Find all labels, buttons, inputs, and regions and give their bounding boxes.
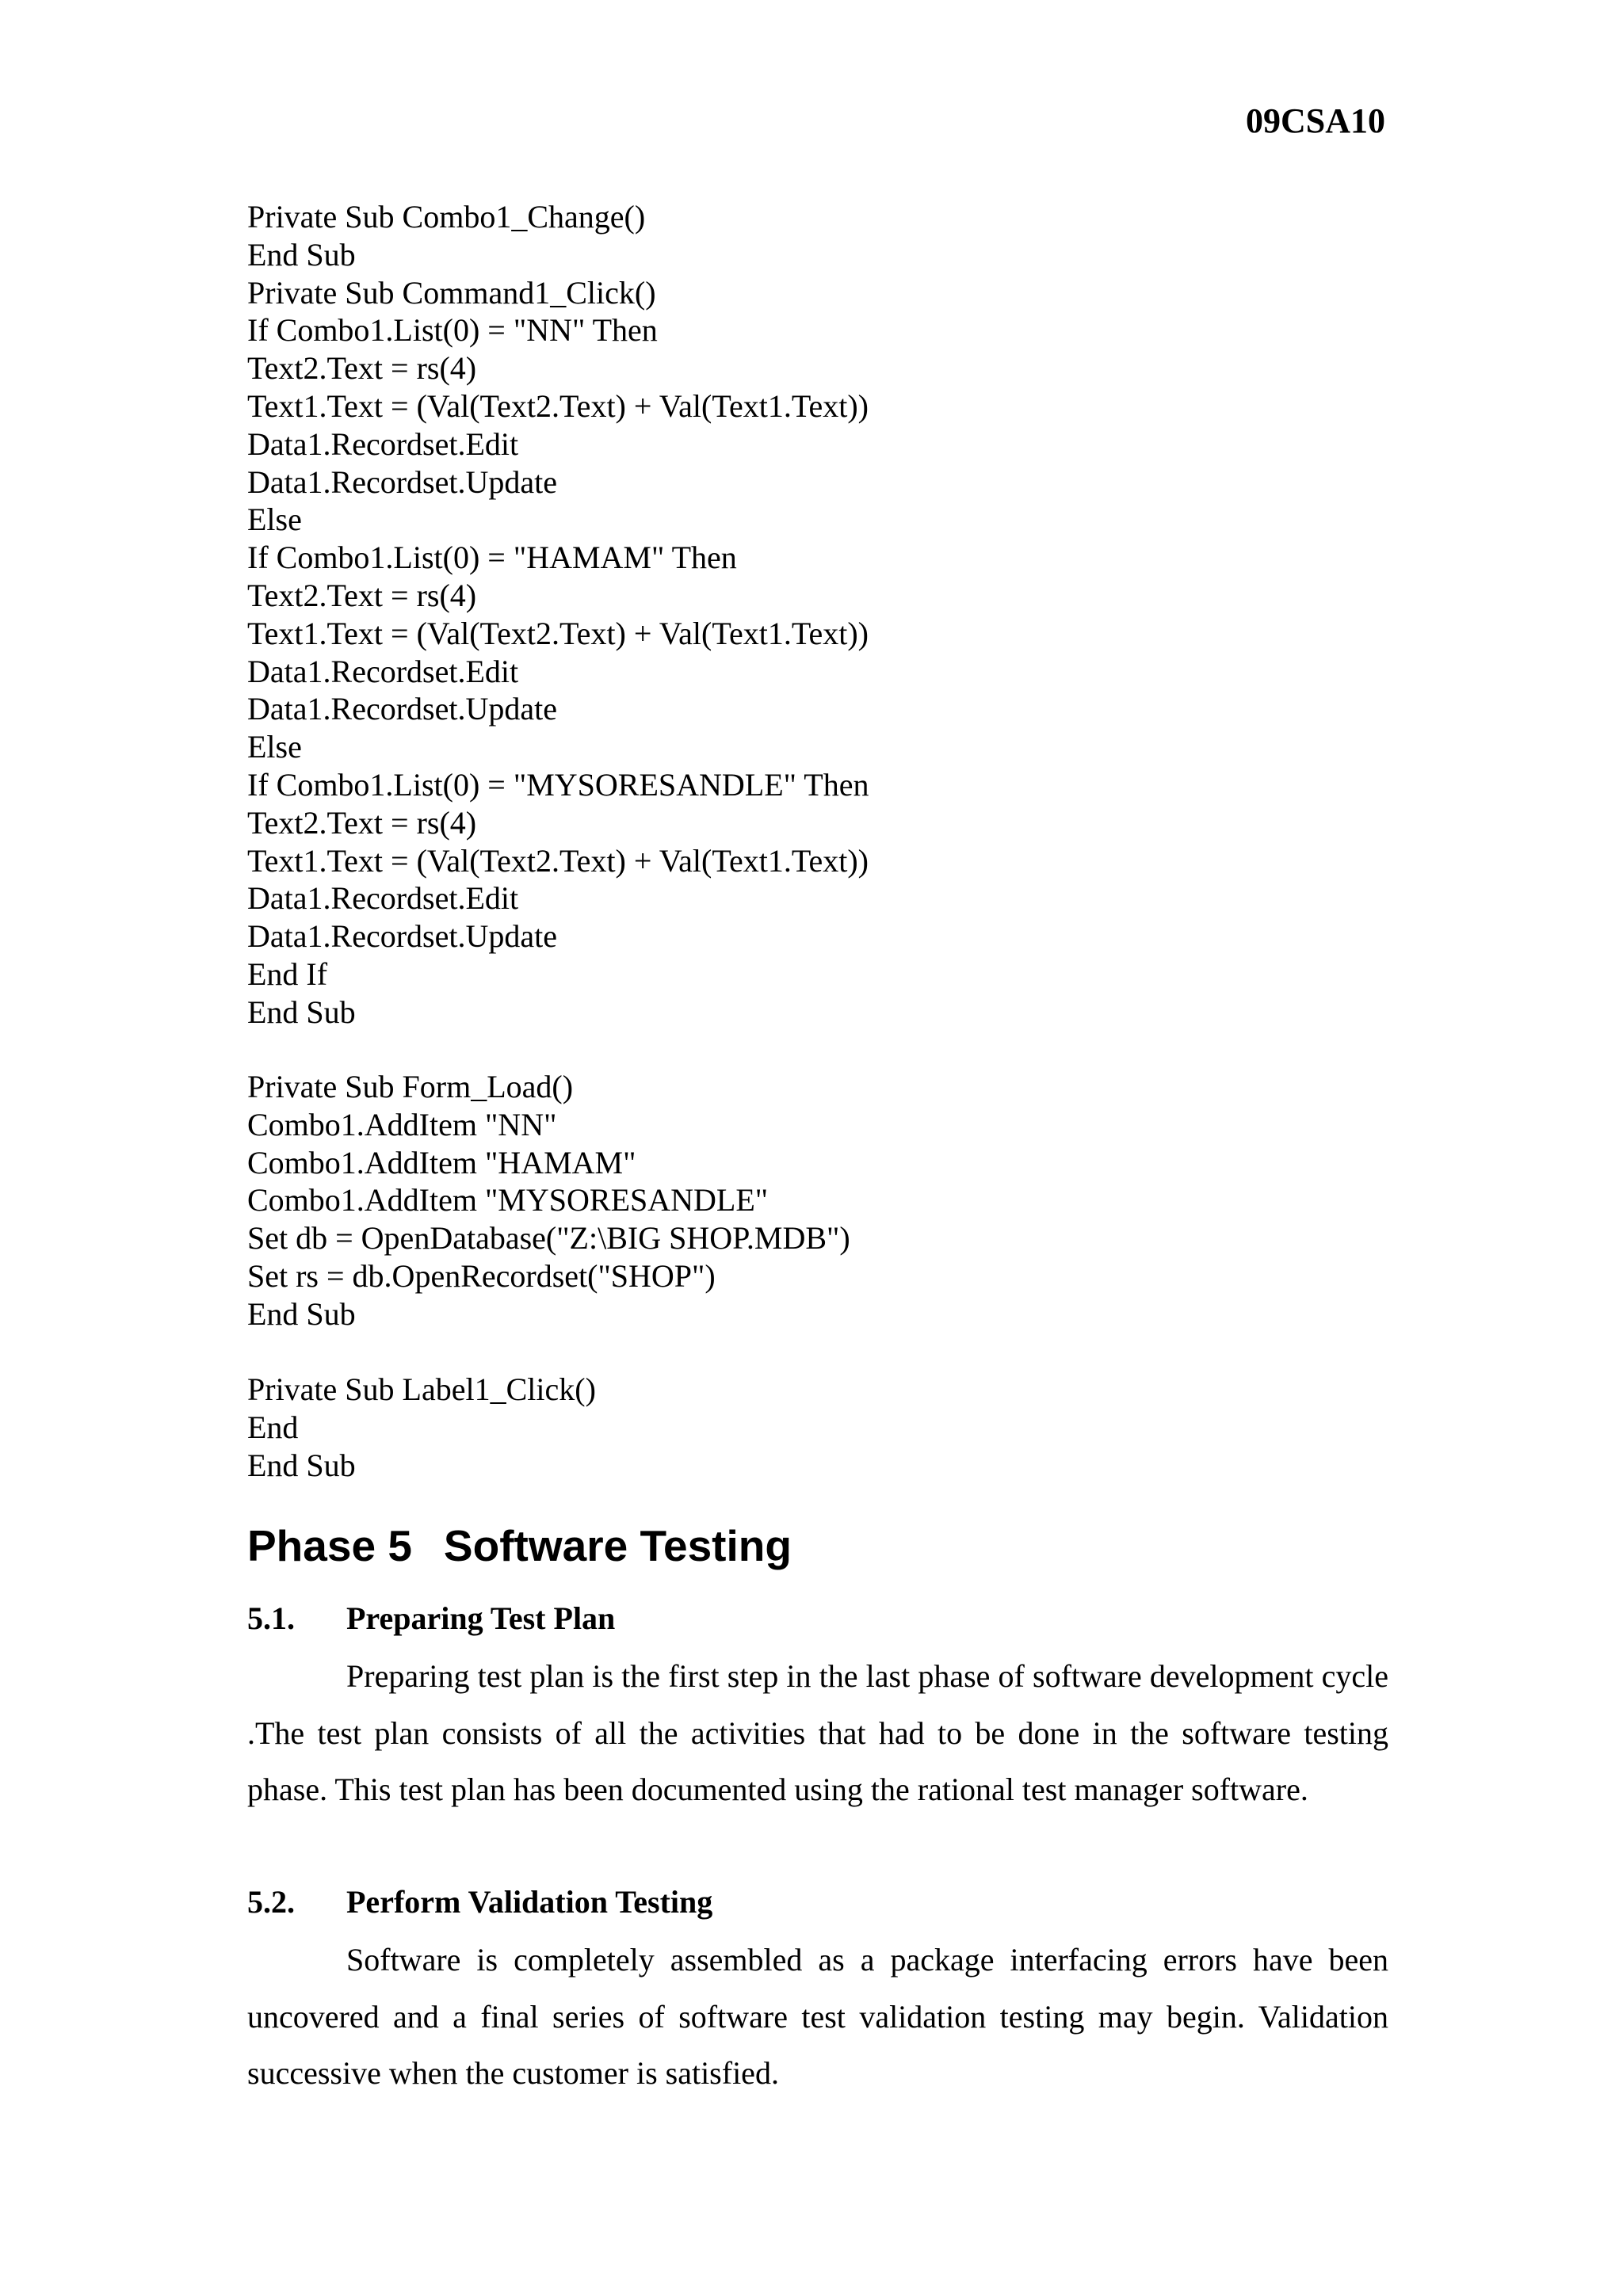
phase-heading [247, 1518, 792, 1573]
code-line: Set rs = db.OpenRecordset("SHOP") [247, 1257, 716, 1294]
document-code: 09CSA10 [1245, 101, 1385, 140]
phase-number: Phase 5 [247, 1521, 412, 1570]
section-number: 5.2. [247, 1884, 295, 1920]
code-line: Data1.Recordset.Edit [247, 880, 519, 917]
phase-title: Software Testing [443, 1521, 792, 1570]
code-line: End Sub [247, 994, 356, 1030]
code-line: Text2.Text = rs(4) [247, 350, 477, 387]
code-line: Text1.Text = (Val(Text2.Text) + Val(Text1.Text)) [247, 387, 869, 424]
code-line: Private Sub Form_Load() [247, 1069, 574, 1104]
code-line: Private Sub Combo1_Change() [247, 199, 646, 235]
code-block-label-click [247, 1371, 1388, 1484]
code-line: End Sub [247, 1447, 356, 1483]
section-title: Perform Validation Testing [346, 1884, 713, 1920]
code-line: End Sub [247, 1295, 356, 1332]
code-line: Text2.Text = rs(4) [247, 804, 477, 841]
code-line: Combo1.AddItem "NN" [247, 1106, 557, 1142]
code-line: Data1.Recordset.Update [247, 463, 557, 500]
section-paragraph: Software is completely assembled as a package interfacing errors have been uncovered and a final series of software test validation testing may begin. Validation successive when the customer is satisfied. [247, 1942, 1388, 2091]
code-block-combo-command [247, 198, 1388, 1032]
code-line: Data1.Recordset.Update [247, 918, 557, 955]
code-line: Combo1.AddItem "HAMAM" [247, 1144, 636, 1180]
section-heading [247, 1599, 615, 1638]
code-line: If Combo1.List(0) = "MYSORESANDLE" Then [247, 766, 869, 803]
code-line: Private Sub Command1_Click() [247, 274, 656, 311]
section-number: 5.1. [247, 1600, 295, 1636]
code-line: Data1.Recordset.Update [247, 691, 557, 727]
code-line: Combo1.AddItem "MYSORESANDLE" [247, 1182, 769, 1219]
code-line: Text1.Text = (Val(Text2.Text) + Val(Text1.Text)) [247, 842, 869, 879]
code-line: Else [247, 729, 302, 765]
section-title: Preparing Test Plan [346, 1600, 616, 1636]
code-line: End Sub [247, 236, 356, 273]
code-line: Private Sub Label1_Click() [247, 1371, 596, 1407]
code-line: Set db = OpenDatabase("Z:\BIG SHOP.MDB") [247, 1220, 850, 1257]
code-line: Text2.Text = rs(4) [247, 577, 477, 613]
code-line: End If [247, 955, 328, 992]
code-line: If Combo1.List(0) = "HAMAM" Then [247, 540, 737, 576]
code-line: Else [247, 502, 302, 538]
code-line: Data1.Recordset.Edit [247, 653, 519, 689]
code-line: End [247, 1409, 299, 1445]
code-line: Data1.Recordset.Edit [247, 425, 519, 462]
section-heading [247, 1882, 712, 1922]
code-line: If Combo1.List(0) = "NN" Then [247, 312, 658, 349]
code-line: Text1.Text = (Val(Text2.Text) + Val(Text1.Text)) [247, 615, 869, 651]
code-block-form-load [247, 1068, 1388, 1333]
section-paragraph: Preparing test plan is the first step in the last phase of software development cycle .The test plan consists of all the activities that had to be done in the software testing phase. This test plan has been documented using the rational test manager software. [247, 1658, 1388, 1807]
